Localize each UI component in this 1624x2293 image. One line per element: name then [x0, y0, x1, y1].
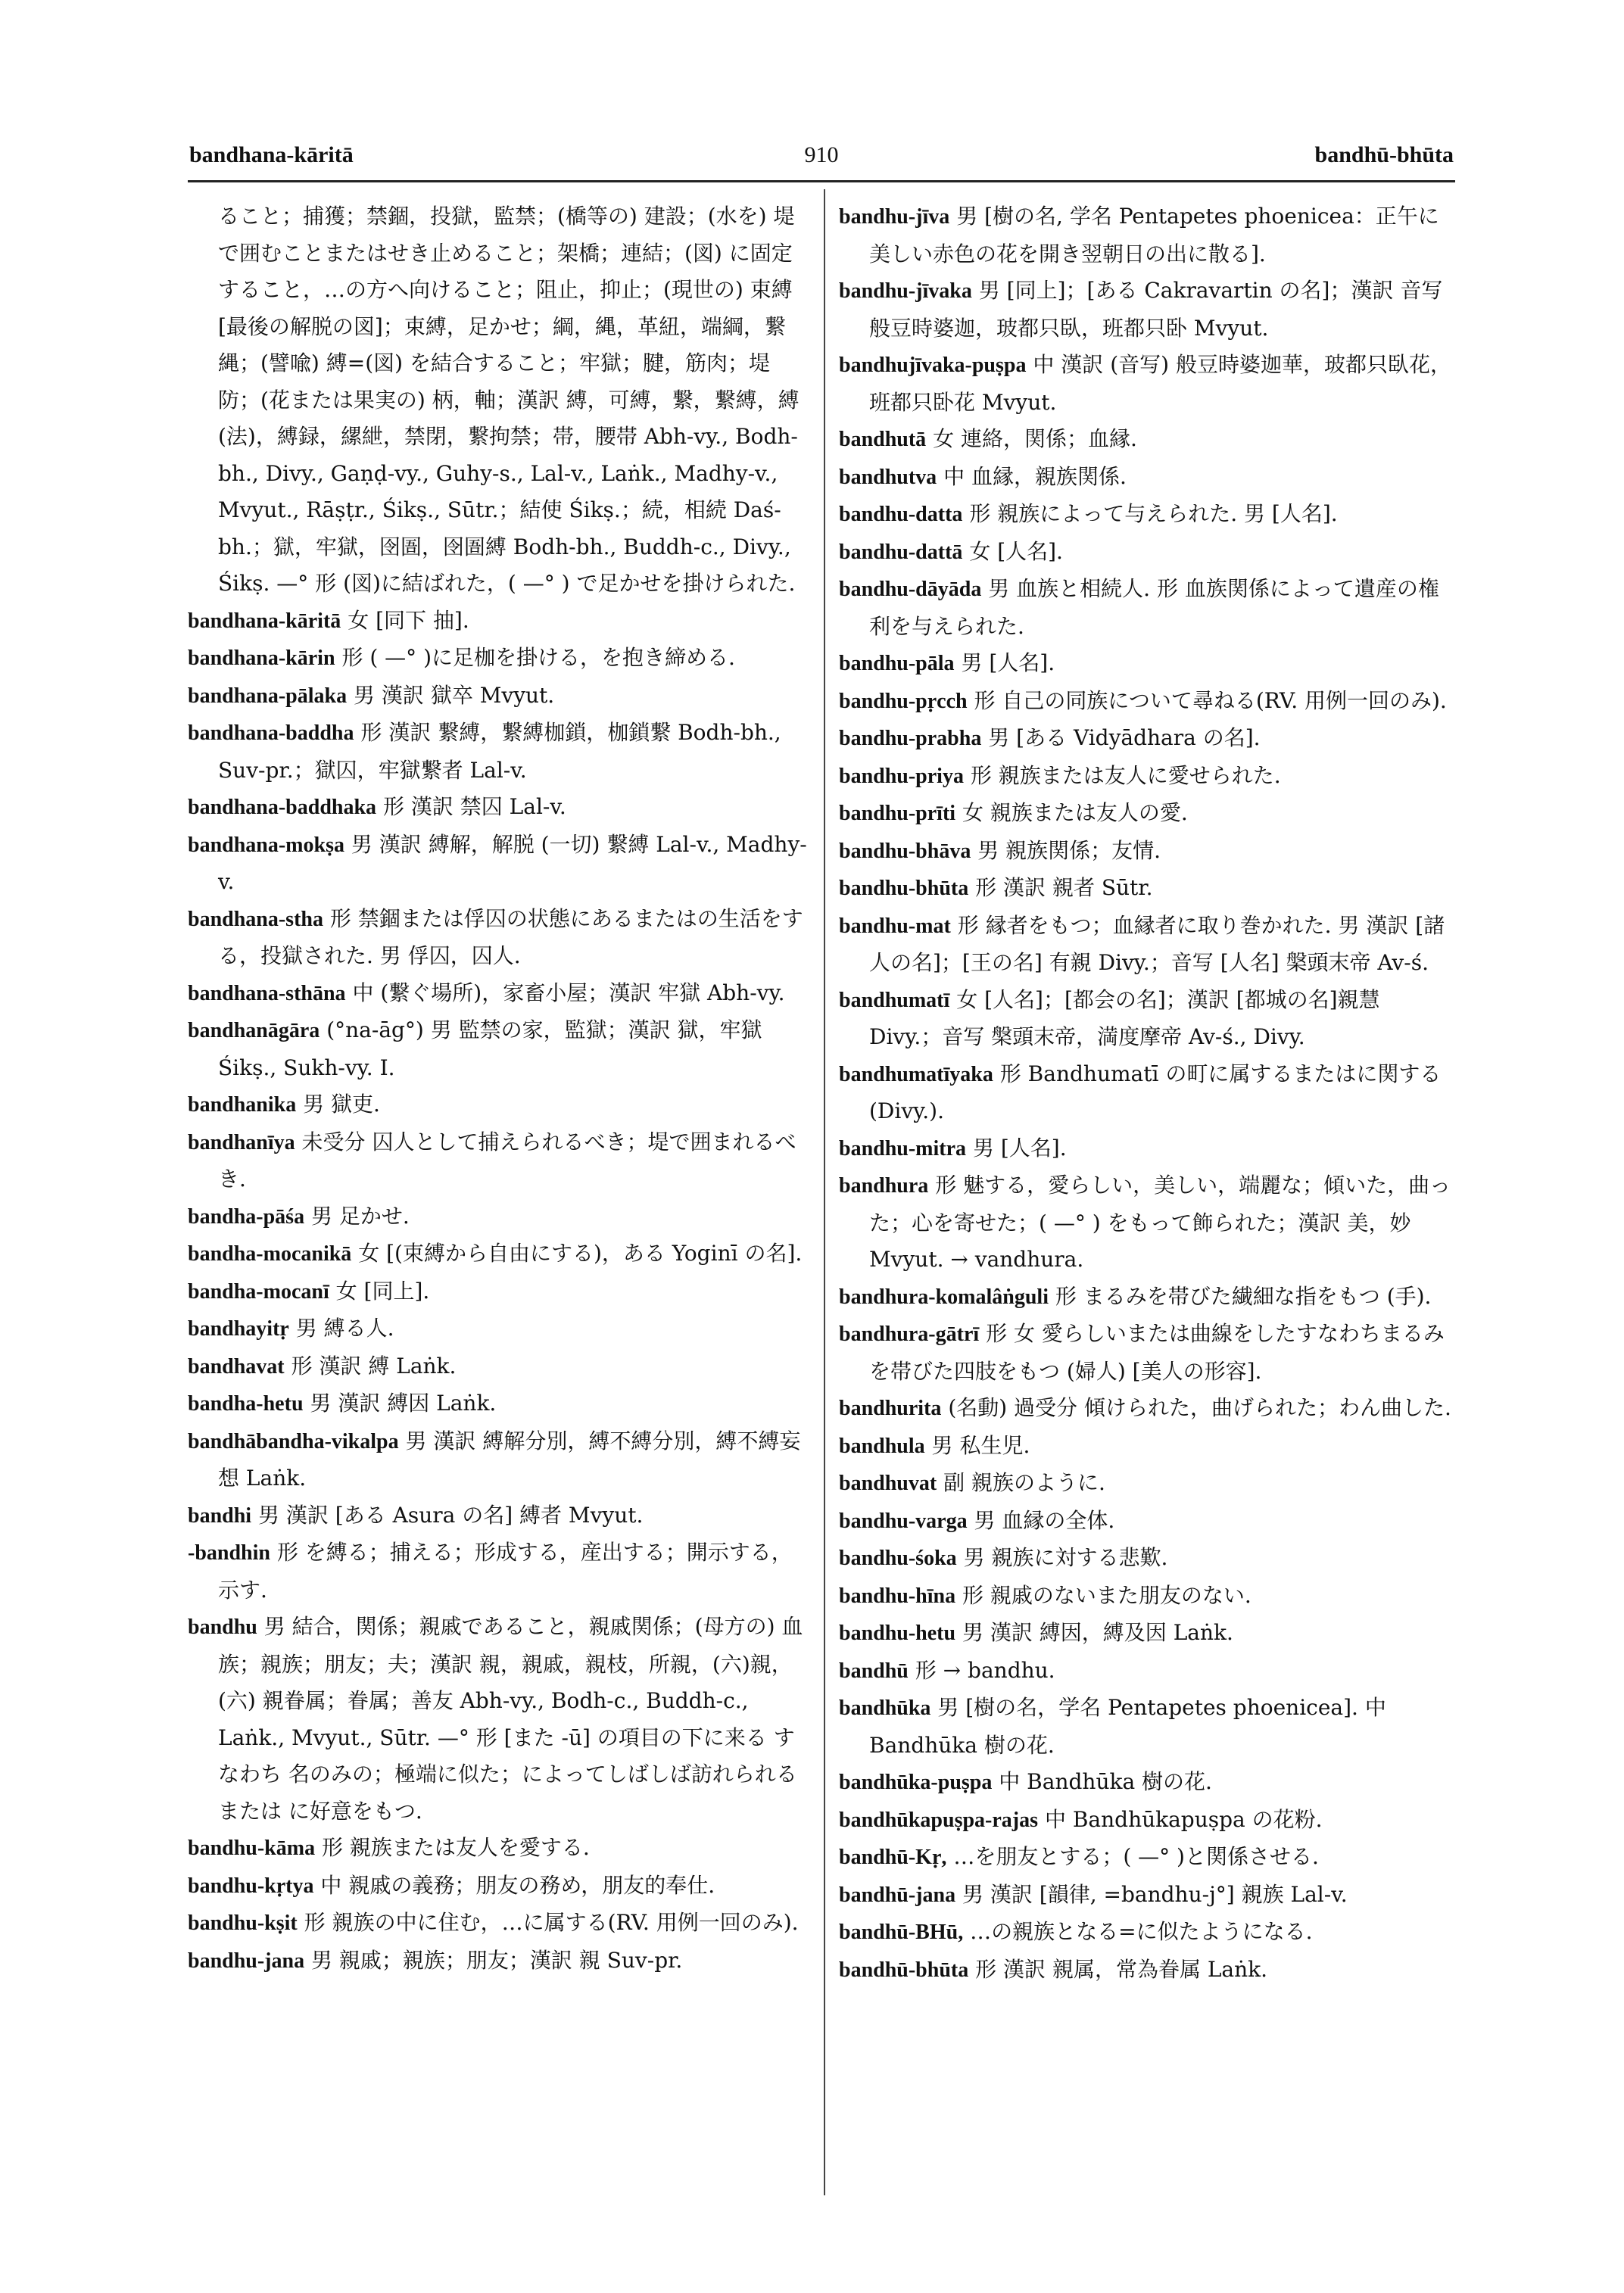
entry-headword: bandhula: [839, 1434, 925, 1458]
entry-definition: 中 Bandhūka 樹の花.: [999, 1769, 1212, 1794]
entry-definition: 男 [樹の名，学名 Pentapetes phoenicea]. 中 Bandhūka 樹の花.: [869, 1695, 1386, 1758]
dictionary-entry: [839, 1428, 1454, 1466]
dictionary-entry: [188, 789, 809, 827]
entry-headword: bandhu-hīna: [839, 1584, 956, 1608]
entry-headword: bandhu-kṛtya: [188, 1874, 314, 1898]
entry-definition: 男 親戚；親族；朋友；漢訳 親 Suv-pr.: [311, 1947, 683, 1973]
entry-definition: 形 ( —° )に足枷を掛ける，を抱き締める.: [341, 645, 735, 670]
dictionary-entry: [839, 982, 1454, 1056]
dictionary-entry: [839, 1130, 1454, 1168]
entry-definition: 形 漢訳 繋縛，繋縛枷鎖，枷鎖繋 Bodh-bh., Suv-pr.；獄囚，牢獄繋者 Lal-v.: [218, 720, 781, 783]
entry-headword: bandhu-dāyāda: [839, 578, 982, 601]
entry-definition: 女 連絡，関係；血縁.: [933, 426, 1137, 451]
entry-headword: bandhana-mokṣa: [188, 833, 344, 857]
entry-definition: ること；捕獲；禁錮，投獄，監禁；(橋等の) 建設；(水を) 堤で囲むことまたはせき止めること；架橋；連結；(図) に固定すること，…の方へ向けること；阻止，抑止；(現世の) 束縛 [最後の解脱の図]；束縛，足かせ；綱，縄，革紐，端綱，繋縄；(譬喩) 縛=(図) を結合すること；牢獄；腱，筋肉；堤防；(花または果実の) 柄，軸；漢訳 縛，可縛，繋，繋縛，縛 (法)，縛録，縲紲，禁閉，繋拘禁；帯，腰帯 Abh-vy., Bodh-bh., Divy., Gaṇḍ-vy., Guhy-s., Lal-v., Laṅk., Madhy-v., Mvyut., Rāṣṭr., Śikṣ., Sūtr.；結使 Śikṣ.；続，相続 Daś-bh.；獄，牢獄，囹圄，囹圄縛 Bodh-bh., Buddh-c., Divy., Śikṣ. —° 形 (図)に結ばれた，( —° ) で足かせを掛けられた.: [218, 204, 800, 596]
entry-definition: 男 縛る人.: [295, 1316, 394, 1341]
right-column: [839, 198, 1454, 1989]
column-divider: [824, 189, 825, 2195]
entry-headword: bandhura-komalâṅguli: [839, 1285, 1049, 1309]
entry-headword: -bandhin: [188, 1541, 270, 1565]
entry-headword: bandha-hetu: [188, 1392, 304, 1416]
page-number: 910: [804, 142, 839, 167]
entry-headword: bandhanika: [188, 1093, 297, 1117]
entry-definition: 男 足かせ.: [311, 1203, 410, 1229]
entry-headword: bandhumatī: [839, 988, 950, 1012]
dictionary-entry: [839, 1690, 1454, 1764]
entry-definition: 男 [人名].: [972, 1135, 1067, 1161]
entry-definition: 男 [樹の名, 学名 Pentapetes phoenicea：正午に美しい赤色の花を開き翌朝日の出に散る].: [869, 204, 1439, 266]
entry-headword: bandhūka-puṣpa: [839, 1771, 993, 1794]
entry-definition: 男 漢訳 獄卒 Mvyut.: [354, 682, 555, 708]
entry-definition: 形 親族または友人を愛する.: [322, 1835, 590, 1860]
entry-definition: 中 親戚の義務；朋友の務め，朋友的奉仕.: [320, 1872, 715, 1898]
entry-headword: bandhana-baddha: [188, 721, 354, 745]
entry-definition: 男 親族に対する悲歎.: [963, 1545, 1168, 1570]
entry-headword: bandhu-pāla: [839, 652, 955, 675]
entry-headword: bandhutva: [839, 465, 937, 489]
dictionary-entry: [839, 1316, 1454, 1390]
entry-definition: 形 自己の同族について尋ねる(RV. 用例一回のみ).: [974, 687, 1447, 713]
dictionary-entry: [839, 1764, 1454, 1802]
entry-headword: bandhi: [188, 1503, 252, 1528]
entry-definition: 男 獄吏.: [303, 1092, 380, 1117]
entry-definition: 形 漢訳 縛 Laṅk.: [291, 1353, 457, 1379]
entry-definition: 形 魅する，愛らしい，美しい，端麗な；傾いた，曲った；心を寄せた；( —° ) をもって飾られた；漢訳 美，妙 Mvyut. → vandhura.: [869, 1173, 1451, 1272]
dictionary-entry: [188, 1124, 809, 1198]
entry-definition: 男 漢訳 [ある Asura の名] 縛者 Mvyut.: [257, 1502, 644, 1528]
entry-headword: bandhu-priya: [839, 764, 964, 788]
entry-definition: 形 女 愛らしいまたは曲線をしたすなわちまるみを帯びた四肢をもつ (婦人) [美人の形容].: [869, 1321, 1445, 1384]
dictionary-entry: [839, 1056, 1454, 1130]
dictionary-entry: [188, 678, 809, 715]
entry-headword: bandhu-kāma: [188, 1837, 316, 1860]
entry-definition: 男 親族関係；友情.: [977, 837, 1161, 863]
dictionary-entry: [839, 273, 1454, 347]
page-header: [189, 142, 1454, 180]
entry-definition: 男 [ある Vidyādhara の名].: [988, 725, 1261, 750]
dictionary-entry: [839, 534, 1454, 572]
entry-headword: bandhana-pālaka: [188, 684, 348, 708]
dictionary-entry: [188, 1012, 809, 1086]
entry-headword: bandha-mocanikā: [188, 1242, 352, 1266]
dictionary-entry: [188, 1235, 809, 1273]
dictionary-entry: [188, 1943, 809, 1980]
dictionary-entry: [188, 1273, 809, 1311]
dictionary-entry: [188, 1830, 809, 1868]
dictionary-entry: [188, 1497, 809, 1535]
entry-definition: 男 血縁の全体.: [974, 1507, 1115, 1533]
entry-headword: bandhana-stha: [188, 907, 323, 931]
dictionary-entry: [839, 870, 1454, 908]
entry-headword: bandhu-jīvaka: [839, 279, 972, 303]
entry-headword: bandhābandha-vikalpa: [188, 1429, 399, 1453]
dictionary-entry: [839, 198, 1454, 273]
entry-headword: bandhujīvaka-puṣpa: [839, 354, 1027, 377]
entry-definition: 中 (繋ぐ場所)，家畜小屋；漢訳 牢獄 Abh-vy.: [352, 980, 785, 1005]
entry-headword: bandhana-sthāna: [188, 981, 346, 1005]
entry-definition: 中 血縁，親族関係.: [943, 463, 1127, 489]
dictionary-entry: [839, 720, 1454, 758]
dictionary-entry: [839, 1167, 1454, 1279]
dictionary-entry: [188, 1534, 809, 1609]
entry-headword: bandhū-BHū,: [839, 1921, 964, 1944]
entry-headword: bandhavat: [188, 1354, 285, 1379]
dictionary-entry: [839, 683, 1454, 721]
dictionary-entry: [839, 459, 1454, 497]
entry-headword: bandhu-jana: [188, 1949, 305, 1973]
dictionary-entry: [839, 1615, 1454, 1653]
entry-definition: 男 [人名].: [961, 650, 1055, 675]
entry-headword: bandhura-gātrī: [839, 1323, 980, 1346]
dictionary-entry: [188, 1609, 809, 1830]
entry-definition: 中 Bandhūkapuṣpa の花粉.: [1044, 1806, 1323, 1832]
entry-headword: bandhu-mat: [839, 914, 951, 938]
entry-definition: 形 親族の中に住む，…に属する(RV. 用例一回のみ).: [304, 1910, 799, 1935]
dictionary-entry: [839, 347, 1454, 421]
dictionary-entry: [839, 833, 1454, 871]
dictionary-entry: [839, 1839, 1454, 1877]
dictionary-entry: [188, 1423, 809, 1497]
dictionary-entry: [839, 645, 1454, 683]
entry-headword: bandhanāgāra: [188, 1019, 320, 1042]
dictionary-entry: [188, 1086, 809, 1124]
entry-headword: bandhū: [839, 1659, 909, 1683]
entry-headword: bandhu-bhūta: [839, 877, 969, 900]
entry-headword: bandhu-hetu: [839, 1622, 956, 1645]
entry-headword: bandhu-kṣit: [188, 1911, 298, 1935]
dictionary-entry: [188, 901, 809, 975]
entry-definition: 副 親族のように.: [943, 1470, 1105, 1495]
entry-headword: bandhurita: [839, 1397, 942, 1420]
entry-headword: bandhu-jīva: [839, 205, 950, 229]
dictionary-entry: [839, 1578, 1454, 1615]
entry-definition: 形 まるみを帯びた繊細な指をもつ (手).: [1055, 1283, 1432, 1309]
dictionary-entry: [188, 603, 809, 640]
entry-headword: bandhu-bhāva: [839, 839, 971, 863]
entry-headword: bandhanīya: [188, 1130, 295, 1154]
header-rule: [188, 180, 1455, 182]
entry-headword: bandhayitṛ: [188, 1317, 289, 1341]
entry-headword: bandha-mocanī: [188, 1279, 329, 1304]
entry-headword: bandhū-Kṛ,: [839, 1846, 947, 1869]
entry-headword: bandhana-kārin: [188, 646, 335, 670]
entry-headword: bandhu-prabha: [839, 727, 982, 750]
dictionary-entry: [839, 1877, 1454, 1914]
dictionary-entry: [188, 1385, 809, 1423]
dictionary-entry: [188, 640, 809, 678]
entry-headword: bandha-pāśa: [188, 1204, 305, 1229]
dictionary-entry: [839, 421, 1454, 459]
entry-definition: 形 親族によって与えられた. 男 [人名].: [969, 501, 1338, 526]
dictionary-entry: [188, 1868, 809, 1905]
entry-definition: …の親族となる=に似たようになる.: [970, 1919, 1313, 1944]
dictionary-entry: [839, 795, 1454, 833]
dictionary-entry: [188, 715, 809, 789]
entry-headword: bandhūka: [839, 1696, 931, 1720]
entry-headword: bandhu-prīti: [839, 802, 956, 825]
entry-definition: 形 漢訳 親属，常為眷属 Laṅk.: [975, 1956, 1268, 1982]
entry-headword: bandhana-baddhaka: [188, 796, 377, 819]
entry-definition: 男 私生児.: [931, 1432, 1030, 1458]
dictionary-entry: [839, 1540, 1454, 1578]
entry-definition: 男 漢訳 縛解分別，縛不縛分別，縛不縛妄想 Laṅk.: [218, 1428, 801, 1491]
entry-definition: (名動) 過受分 傾けられた，曲げられた；わん曲した.: [948, 1395, 1451, 1420]
entry-definition: 形 親戚のないまた朋友のない.: [962, 1582, 1252, 1608]
entry-definition: 女 [人名]；[都会の名]；漢訳 [都城の名]親慧 Divy.；音写 槃頭末帝，満度摩帝 Av-ś., Divy.: [869, 986, 1380, 1049]
entry-headword: bandhu-datta: [839, 503, 963, 526]
dictionary-entry: [188, 1348, 809, 1386]
entry-definition: 女 [同上].: [335, 1278, 430, 1304]
dictionary-entry: [839, 1503, 1454, 1541]
header-right-guideword: bandhū-bhūta: [1314, 142, 1454, 167]
entry-definition: 中 漢訳 (音写) 般豆時婆迦華，玻都只臥花，班都只卧花 Mvyut.: [869, 352, 1451, 415]
dictionary-entry: [839, 1952, 1454, 1989]
entry-headword: bandhū-bhūta: [839, 1958, 969, 1982]
entry-definition: 男 血族と相続人. 形 血族関係によって遺産の権利を与えられた.: [869, 576, 1439, 639]
entry-definition: 男 [同上]；[ある Cakravartin の名]；漢訳 音写 般豆時婆迦，玻都只臥，班都只卧 Mvyut.: [869, 278, 1443, 341]
dictionary-entry: [839, 571, 1454, 645]
entry-headword: bandhuvat: [839, 1472, 937, 1495]
entry-definition: 形 Bandhumatī の町に属するまたはに関する (Divy.).: [869, 1061, 1442, 1123]
dictionary-entry: [188, 1310, 809, 1348]
entry-definition: 男 漢訳 [韻律, =bandhu-j°] 親族 Lal-v.: [962, 1881, 1348, 1907]
dictionary-entry: [839, 908, 1454, 982]
entry-headword: bandhumatīyaka: [839, 1062, 993, 1086]
entry-headword: bandhu-pṛcch: [839, 689, 968, 713]
entry-definition: 男 漢訳 縛因 Laṅk.: [310, 1391, 497, 1416]
entry-definition: 形 漢訳 親者 Sūtr.: [975, 875, 1153, 900]
entry-headword: bandhutā: [839, 428, 927, 451]
entry-definition: 形 縁者をもつ；血縁者に取り巻かれた. 男 漢訳 [諸人の名]；[王の名] 有親 Divy.；音写 [人名] 槃頭末帝 Av-ś.: [869, 912, 1445, 975]
left-column: [188, 198, 809, 1980]
entry-definition: 男 結合，関係；親戚であること，親戚関係；(母方の) 血族；親族；朋友；夫；漢訳 親，親戚，親枝，所親，(六)親，(六) 親眷属；眷属；善友 Abh-vy., Bodh-c., Buddh-c., Laṅk., Mvyut., Sūtr. —° 形 [また -ū] の項目の下に来る すなわち 名のみの；極端に似た；によってしばしば訪れられる または に好意をもつ.: [218, 1614, 803, 1824]
entry-definition: 女 [同下 抽].: [348, 607, 469, 633]
entry-definition: 形 → bandhu.: [915, 1657, 1055, 1683]
entry-headword: bandhu: [188, 1615, 257, 1639]
entry-definition: 形 漢訳 禁囚 Lal-v.: [382, 794, 566, 819]
dictionary-entry: [839, 1390, 1454, 1428]
entry-headword: bandhū-jana: [839, 1883, 956, 1907]
entry-definition: 男 漢訳 縛解，解脱 (一切) 繋縛 Lal-v., Madhy-v.: [218, 831, 807, 894]
entry-headword: bandhu-śoka: [839, 1547, 957, 1570]
dictionary-entry: [839, 1914, 1454, 1952]
entry-definition: 形 親族または友人に愛せられた.: [970, 762, 1281, 788]
dictionary-entry: [839, 1465, 1454, 1503]
entry-definition: 形 を縛る；捕える；形成する，産出する；開示する，示す.: [218, 1540, 793, 1603]
dictionary-entry: [839, 496, 1454, 534]
dictionary-entry: [188, 198, 809, 603]
entry-definition: 女 [人名].: [969, 538, 1063, 564]
dictionary-entry: [839, 1653, 1454, 1690]
dictionary-entry: [188, 975, 809, 1013]
entry-definition: 形 禁錮または俘囚の状態にあるまたはの生活をする，投獄された. 男 俘囚，囚人.: [218, 905, 803, 968]
entry-definition: 女 親族または友人の愛.: [962, 800, 1188, 825]
entry-headword: bandhana-kāritā: [188, 609, 341, 633]
entry-definition: …を朋友とする；( —° )と関係させる.: [953, 1844, 1319, 1869]
entry-headword: bandhūkapuṣpa-rajas: [839, 1808, 1039, 1832]
entry-definition: 男 漢訳 縛因，縛及因 Laṅk.: [962, 1620, 1233, 1645]
entry-definition: 未受分 囚人として捕えられるべき；堤で囲まれるべき.: [218, 1129, 796, 1192]
dictionary-entry: [188, 827, 809, 901]
entry-headword: bandhu-varga: [839, 1509, 968, 1533]
entry-headword: bandhu-mitra: [839, 1136, 967, 1161]
dictionary-entry: [188, 1905, 809, 1943]
dictionary-entry: [839, 758, 1454, 796]
dictionary-entry: [839, 1802, 1454, 1840]
entry-headword: bandhu-dattā: [839, 540, 963, 564]
entry-definition: 女 [(束縛から自由にする)，ある Yoginī の名].: [358, 1241, 803, 1266]
dictionary-entry: [188, 1198, 809, 1236]
header-left-guideword: bandhana-kāritā: [189, 142, 354, 167]
entry-definition: (°na-āg°) 男 監禁の家，監獄；漢訳 獄，牢獄 Śikṣ., Sukh-vy. I.: [218, 1017, 762, 1080]
entry-headword: bandhura: [839, 1174, 929, 1198]
dictionary-entry: [839, 1279, 1454, 1316]
